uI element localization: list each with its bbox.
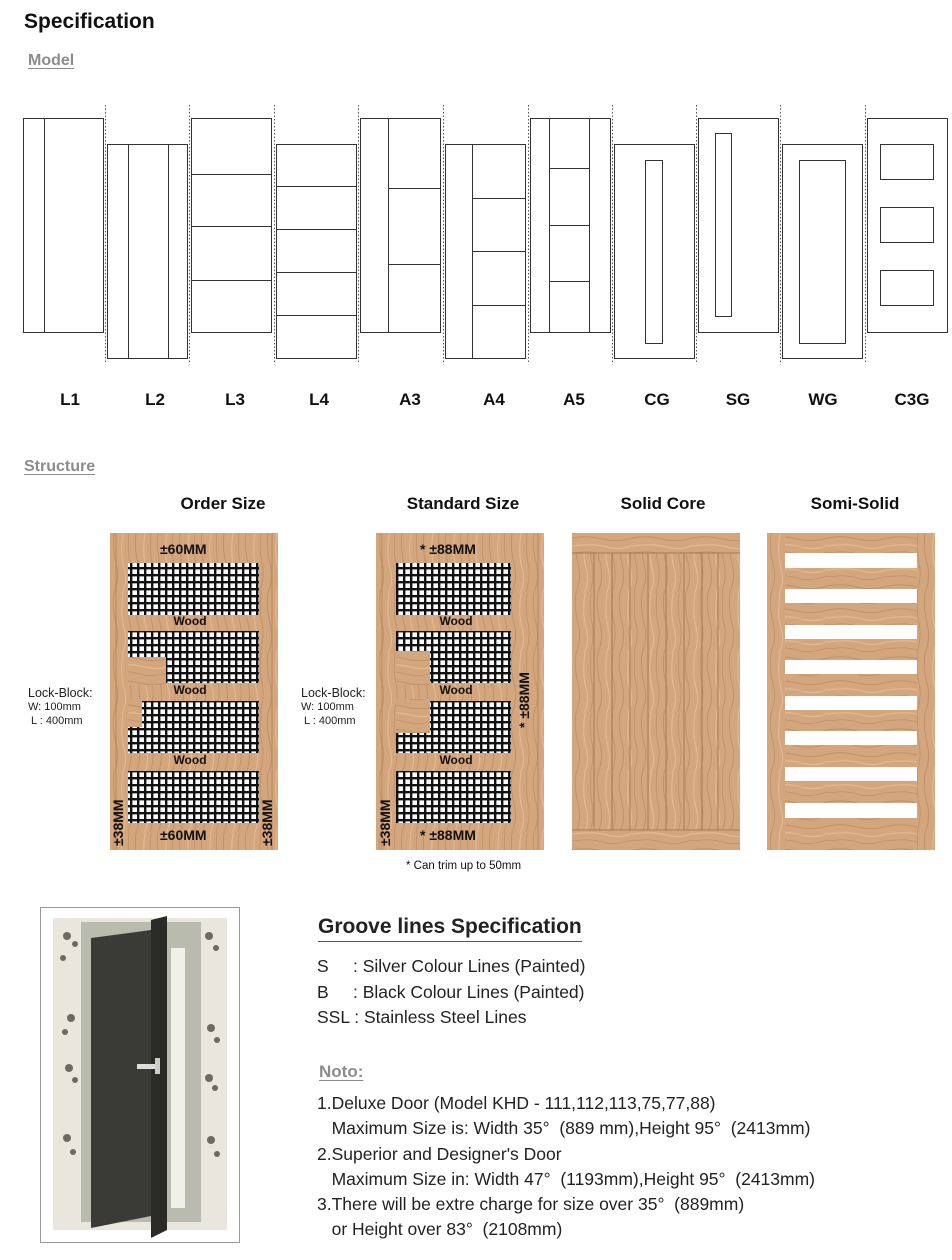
note-line-5: 3.There will be extre charge for size over 35° (889mm) xyxy=(317,1194,745,1214)
standard-bottom-dimension: * ±88MM xyxy=(420,827,476,843)
note-line-3: 2.Superior and Designer's Door xyxy=(317,1144,562,1164)
model-section-label: Model xyxy=(28,52,75,69)
order-wood-label-3: Wood xyxy=(173,753,207,767)
standard-wood-label-2: Wood xyxy=(439,683,473,697)
order-left-dimension: ±38MM xyxy=(110,799,126,846)
order-wood-label-2: Wood xyxy=(173,683,207,697)
order-wood-label-1: Wood xyxy=(173,614,207,628)
standard-right-dimension: * ±88MM xyxy=(516,672,532,728)
model-name-a4: A4 xyxy=(483,390,505,409)
model-name-a5: A5 xyxy=(563,390,585,409)
standard-left-dimension: ±38MM xyxy=(377,799,393,846)
door-c3g xyxy=(868,119,948,333)
model-name-l1: L1 xyxy=(60,390,80,409)
standard-wood-label-3: Wood xyxy=(439,753,473,767)
door-cg xyxy=(615,145,695,359)
column-order-size: Order Size xyxy=(180,494,266,513)
door-l4 xyxy=(277,145,357,359)
model-name-wg: WG xyxy=(808,390,838,409)
door-l2 xyxy=(108,145,188,359)
door-photo xyxy=(41,908,239,1242)
column-standard-size: Standard Size xyxy=(406,494,520,513)
model-name-l4: L4 xyxy=(309,390,329,409)
column-solid-core: Solid Core xyxy=(620,494,706,513)
groove-title: Groove lines Specification xyxy=(318,915,582,942)
groove-line-stainless: SSL : Stainless Steel Lines xyxy=(317,1007,527,1027)
solid-core-door xyxy=(572,533,740,850)
lock-block-note-order: Lock-Block: W: 100mm L : 400mm xyxy=(28,686,93,727)
noto-label: Noto: xyxy=(319,1062,364,1081)
model-name-a3: A3 xyxy=(399,390,421,409)
structure-section-label: Structure xyxy=(24,458,96,475)
note-line-6: or Height over 83° (2108mm) xyxy=(317,1219,563,1239)
trim-note: * Can trim up to 50mm xyxy=(406,860,522,872)
note-line-2: Maximum Size is: Width 35° (889 mm),Height 95° (2413mm) xyxy=(317,1118,811,1138)
model-name-cg: CG xyxy=(644,390,670,409)
lock-block-note-standard: Lock-Block: W: 100mm L : 400mm xyxy=(301,686,366,727)
order-bottom-dimension: ±60MM xyxy=(160,827,207,843)
door-a4 xyxy=(446,145,526,359)
door-wg xyxy=(783,145,863,359)
standard-top-dimension: * ±88MM xyxy=(420,541,476,557)
column-somi-solid: Somi-Solid xyxy=(810,494,900,513)
model-door-diagrams xyxy=(0,100,952,365)
door-sg xyxy=(699,119,779,333)
page-title: Specification xyxy=(24,10,155,33)
model-name-l3: L3 xyxy=(225,390,245,409)
door-photo-frame xyxy=(40,907,240,1243)
door-l3 xyxy=(192,119,272,333)
door-a5 xyxy=(531,119,611,333)
somi-solid-door xyxy=(767,533,935,850)
standard-wood-label-1: Wood xyxy=(439,614,473,628)
model-name-l2: L2 xyxy=(145,390,165,409)
door-a3 xyxy=(361,119,441,333)
door-l1 xyxy=(24,119,104,333)
order-right-dimension: ±38MM xyxy=(259,799,275,846)
note-line-4: Maximum Size in: Width 47° (1193mm),Height 95° (2413mm) xyxy=(317,1169,815,1189)
model-name-sg: SG xyxy=(725,390,751,409)
groove-line-silver: S : Silver Colour Lines (Painted) xyxy=(317,956,586,976)
groove-line-black: B : Black Colour Lines (Painted) xyxy=(317,982,585,1002)
model-name-c3g: C3G xyxy=(894,390,930,409)
order-top-dimension: ±60MM xyxy=(160,541,207,557)
note-line-1: 1.Deluxe Door (Model KHD - 111,112,113,75,77,88) xyxy=(317,1093,716,1113)
